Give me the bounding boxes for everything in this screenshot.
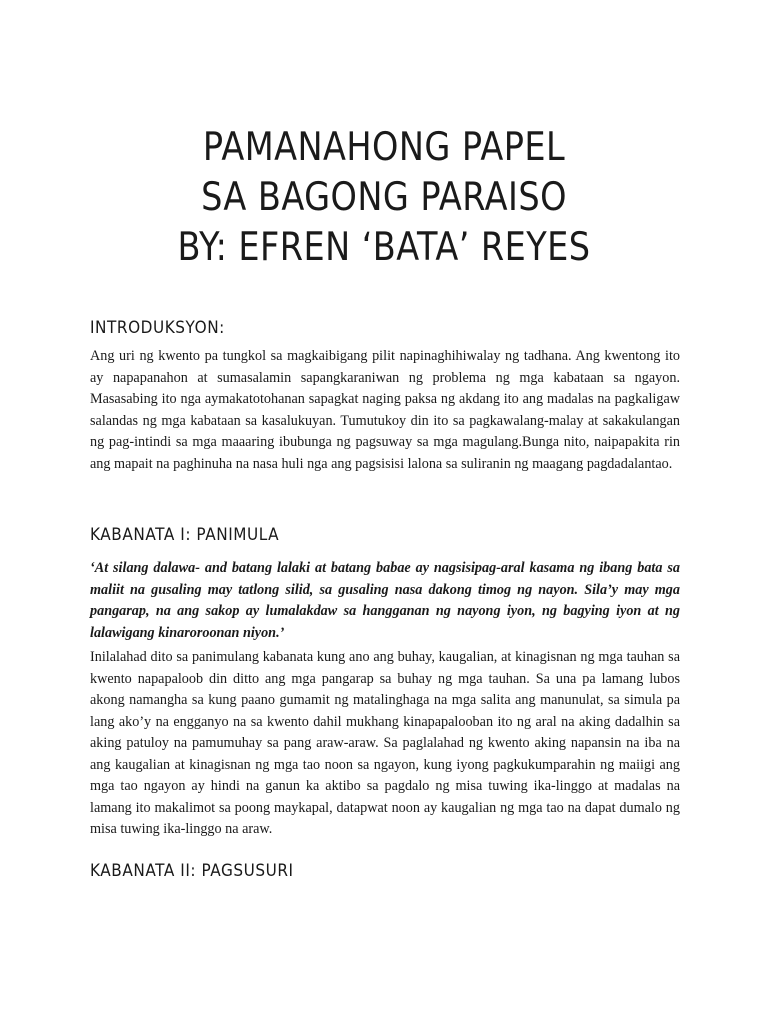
chapter-1-heading: KABANATA I: PANIMULA — [90, 525, 280, 545]
chapter-1-paragraph: Inilalahad dito sa panimulang kabanata kung ano ang buhay, kaugalian, at kinagisnan ng mga tauhan sa kwento napapaloob din ditto ang mga pangarap sa buhay ng mga tauhan. Sa una pa lamang lubos akong namangha sa kung paano gumamit ng matalinghaga na mga salita ang manunulat, sa simula pa lang ako’y na engganyo na sa kwento dahil mukhang kinapapalooban ito ng aral na aking dadalhin sa aking patuloy na pamumuhay sa pang araw-araw. Sa paglalahad ng kwento aking napansin na iba na ang kaugalian at kinagisnan ng mga tao noon sa ngayon, kung iyong pagkukumparahin ng maiigi ang mga tao ngayon ay hindi na ganun ka aktibo sa pagdalo ng misa tuwing ika-linggo at madalas na lamang ito makalimot sa poong maykapal, datapwat noon ay kaugalian ng mga tao na dapat dumalo ng misa tuwing ika-linggo na araw. — [90, 649, 680, 837]
chapter-1-quote: ‘At silang dalawa- and batang lalaki at batang babae ay nagsisipag-aral kasama ng ibang bata sa maliit na gusaling may tatlong silid, sa gusaling nasa dakong timog ng nayon. Sila’y may mga pangarap, na ang sakop ay lumalakdaw sa hangganan ng nayong iyon, ng bagying iyon at ng lalawigang kinaroroonan niyon.’ — [90, 560, 680, 641]
title-line-3: BY: EFREN ‘BATA’ REYES — [177, 225, 591, 270]
document-title — [54, 123, 714, 273]
title-line-1: PAMANAHONG PAPEL — [202, 125, 566, 170]
intro-paragraph: Ang uri ng kwento pa tungkol sa magkaibigang pilit napinaghihiwalay ng tadhana. Ang kwentong ito ay napapanahon at sumasalamin sapangkaraniwan ng problema ng mga kabataan sa ngayon. Masasabing ito nga aymakatotohanan sapagkat naging paksa ng akdang ito ang madalas na pagkaligaw salandas ng mga kabataan sa kasalukuyan. Tumutukoy din ito sa pagkawalang-malay at sakakulangan ng pag-intindi sa mga maaaring ibubunga ng pagsuway sa mga magulang.Bunga nito, naipapakita rin ang mapait na paghinuha na nasa huli nga ang pagsisisi lalona sa suliranin ng maagang pagdadalantao. — [90, 348, 680, 472]
chapter-2-heading: KABANATA II: PAGSUSURI — [90, 861, 294, 881]
intro-heading: INTRODUKSYON: — [90, 318, 225, 338]
title-line-2: SA BAGONG PARAISO — [201, 175, 567, 220]
